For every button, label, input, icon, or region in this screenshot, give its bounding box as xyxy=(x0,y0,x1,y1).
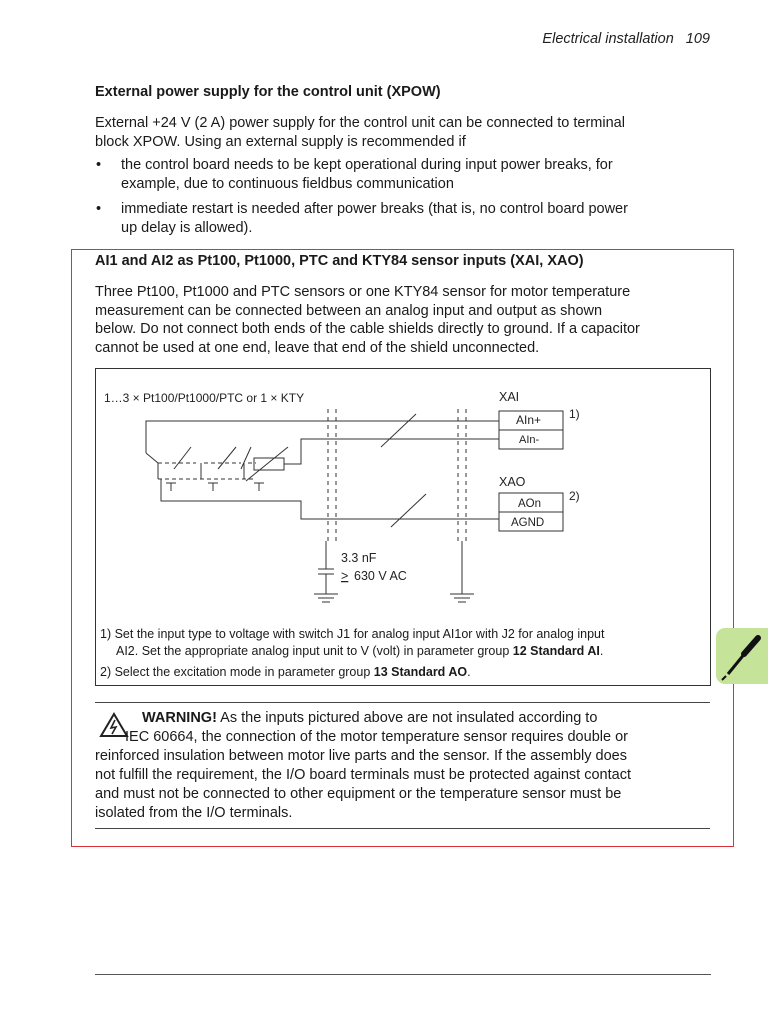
sensor-intro xyxy=(95,283,720,357)
cable-mark xyxy=(381,414,416,447)
parameter-group-link: 13 Standard AO xyxy=(373,665,468,679)
capacitor-rating-symbol: > xyxy=(341,569,349,583)
wiring-diagram xyxy=(95,368,711,686)
footer-rule xyxy=(95,974,711,975)
warning-bottom-rule xyxy=(95,828,710,829)
sensor-intro-line: cannot be used at one end, leave that end of the shield unconnected. xyxy=(95,339,540,356)
note-marker-1: 1) xyxy=(569,407,580,421)
warning-line: isolated from the I/O terminals. xyxy=(95,805,293,821)
running-header xyxy=(542,31,710,47)
wire-ain-plus xyxy=(146,421,499,453)
warning-line: IEC 60664, the connection of the motor temperature sensor requires double or xyxy=(125,729,628,745)
bullet-line: up delay is allowed). xyxy=(121,219,253,236)
parameter-group-link: 12 Standard AI xyxy=(512,644,600,658)
warning-top-rule xyxy=(95,702,710,703)
capacitor-rating: 630 V AC xyxy=(354,569,407,583)
bullet-symbol: • xyxy=(96,157,102,173)
note-marker-2: 2) xyxy=(569,489,580,503)
terminal-ain-minus: AIn- xyxy=(519,434,540,446)
xpow-intro-line: block XPOW. Using an external supply is recommended if xyxy=(95,133,466,150)
bullet-line: example, due to continuous fieldbus communication xyxy=(121,175,454,192)
warning-line xyxy=(95,709,713,728)
screwdriver-icon xyxy=(716,628,768,684)
list-item xyxy=(96,200,716,237)
sensor-intro-line: measurement can be connected between an analog input and output as shown xyxy=(95,302,603,319)
terminal-aon: AOn xyxy=(518,498,542,510)
warning-label: WARNING! xyxy=(142,710,217,726)
sensor-label: 1…3 × Pt100/Pt1000/PTC or 1 × KTY xyxy=(104,391,305,405)
warning-line: reinforced insulation between motor live parts and the sensor. If the assembly does xyxy=(95,748,627,764)
warning-text xyxy=(95,709,713,823)
sensor-heading: AI1 and AI2 as Pt100, Pt1000, PTC and KTY84 sensor inputs (XAI, XAO) xyxy=(95,253,584,269)
terminal-ain-plus: AIn+ xyxy=(516,413,542,427)
note-text: 2) Select the excitation mode in parameter group xyxy=(100,665,374,679)
cable-mark xyxy=(391,494,426,527)
chapter-tab xyxy=(716,628,768,684)
wire-ain-minus xyxy=(284,439,499,464)
xpow-intro xyxy=(95,114,715,151)
xao-label: XAO xyxy=(499,475,526,489)
note-text: . xyxy=(467,665,471,679)
list-item xyxy=(96,156,716,193)
sensor-intro-line: Three Pt100, Pt1000 and PTC sensors or one KTY84 sensor for motor temperature xyxy=(95,284,631,300)
xpow-intro-line: External +24 V (2 A) power supply for the control unit can be connected to terminal xyxy=(95,115,625,131)
bullet-line: immediate restart is needed after power breaks (that is, no control board power xyxy=(121,201,628,217)
terminal-agnd: AGND xyxy=(511,517,545,529)
page-number: 109 xyxy=(685,31,710,47)
capacitor-value: 3.3 nF xyxy=(341,551,377,565)
header-section: Electrical installation xyxy=(542,31,674,47)
wire-aon xyxy=(161,479,499,519)
xai-label: XAI xyxy=(499,390,520,404)
warning-line: and must not be connected to other equipment or the temperature sensor must be xyxy=(95,786,622,802)
note-line xyxy=(100,643,710,660)
diagram-note-2 xyxy=(100,664,710,681)
note-text: AI2. Set the appropriate analog input unit to V (volt) in parameter group xyxy=(116,644,513,658)
warning-line: not fulfill the requirement, the I/O board terminals must be protected against contact xyxy=(95,767,631,783)
note-text: . xyxy=(599,644,604,658)
xpow-heading: External power supply for the control unit (XPOW) xyxy=(95,84,441,100)
note-line: 1) Set the input type to voltage with switch J1 for analog input AI1or with J2 for analog input xyxy=(100,627,605,641)
wire-join xyxy=(146,453,158,463)
warning-line-text: As the inputs pictured above are not insulated according to xyxy=(216,710,598,726)
sensor-intro-line: below. Do not connect both ends of the cable shields directly to ground. If a capacitor xyxy=(95,321,640,337)
diagram-note-1 xyxy=(100,626,710,660)
bullet-symbol: • xyxy=(96,201,102,217)
bullet-line: the control board needs to be kept operational during input power breaks, for xyxy=(121,157,613,173)
kty-resistor xyxy=(254,458,284,470)
